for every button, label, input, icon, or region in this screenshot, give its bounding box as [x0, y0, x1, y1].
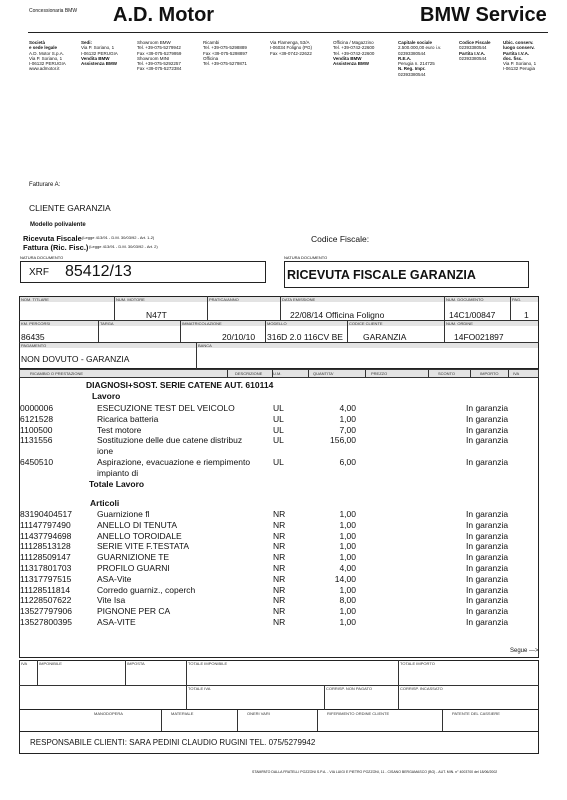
- row-description: ASA-VITE: [97, 617, 136, 627]
- grid-r2-divider: [347, 320, 348, 342]
- responsabile-text: RESPONSABILE CLIENTI: SARA PEDINI CLAUDIO RUGINI TEL. 075/5279942: [30, 738, 316, 747]
- row-unit: NR: [273, 519, 286, 530]
- client-name: CLIENTE GARANZIA: [29, 203, 111, 213]
- row-description: SERIE VITE F.TESTATA: [97, 541, 190, 552]
- header-col-6-line: 02393380544: [398, 50, 426, 56]
- header-col-2-line: Tel. +39-075-5279942: [137, 45, 181, 51]
- natura-doc-label-right: NATURA DOCUMENTO: [284, 255, 328, 260]
- row-unit: NR: [273, 595, 286, 606]
- row-note: In garanzia: [466, 595, 509, 606]
- items-header-divider: [470, 369, 471, 378]
- header-col-5-line: Vendita BMW: [333, 55, 362, 61]
- header-col-1-line: Via P. Soriano, 1: [81, 45, 115, 51]
- table-row: [19, 414, 539, 425]
- row-description: Aspirazione, evacuazione e riempimento: [97, 457, 251, 467]
- header-col-4-line: I-06034 Foligno (PG): [270, 45, 313, 51]
- row-description: ESECUZIONE TEST DEL VEICOLO: [97, 403, 235, 413]
- row-unit: NR: [273, 573, 286, 584]
- row-description-cont: impianto di: [97, 467, 139, 478]
- header-col-2: [137, 40, 181, 72]
- header-col-4: [270, 40, 312, 56]
- doc-number: 85412/13: [65, 263, 132, 280]
- row-description: GUARNIZIONE TE: [97, 552, 170, 563]
- footer-r1-divider: [125, 660, 126, 685]
- totale-lavoro-label: Totale Lavoro: [89, 478, 145, 489]
- table-row: [19, 425, 539, 436]
- footer-r2-divider: [324, 685, 325, 710]
- row-quantity: 4,00: [339, 403, 356, 413]
- column-label-0: RICAMBIO O PRESTAZIONE: [30, 371, 84, 376]
- row-unit: NR: [273, 552, 286, 563]
- row-code: 11128513128: [20, 541, 71, 552]
- header-col-7-line: Codice Fiscale: [459, 40, 491, 45]
- footer-r1-divider: [186, 660, 187, 685]
- row-description: ANELLO TOROIDALE: [97, 530, 182, 541]
- row-description: ASA-Vite: [97, 573, 132, 584]
- header-col-0-line: A.D. Motor S.p.A.: [29, 50, 65, 56]
- responsabile-box: [19, 732, 539, 754]
- header-col-7: [459, 40, 491, 61]
- footer-hline: [19, 685, 539, 686]
- grid-r1-divider: [114, 296, 115, 320]
- grid-r2-label-0: KM. PERCORSI: [21, 321, 51, 326]
- codice-fiscale-label: Codice Fiscale:: [311, 234, 370, 244]
- row-description: Ricarica batteria: [97, 413, 159, 424]
- grid-r2-divider: [98, 320, 99, 342]
- table-row-continuation: [19, 446, 539, 457]
- footer-r2-label-0: TOTALE IVA: [188, 686, 211, 691]
- grid-r1-value-1: N47T: [146, 310, 167, 320]
- header-col-2-line: Fax +39-075-5272384: [137, 66, 182, 72]
- grid-r1-divider: [444, 296, 445, 320]
- header-col-6-line: 02393380544: [398, 71, 426, 77]
- row-unit: NR: [273, 617, 286, 627]
- header-col-3-line: Officina: [203, 55, 219, 61]
- row-unit: NR: [273, 584, 286, 595]
- header-col-5-line: Tel. +39-0742-22600: [333, 50, 375, 56]
- header-col-6-line: R.E.A.: [398, 55, 412, 61]
- header-col-5-line: Assistenza BMW: [333, 61, 370, 67]
- row-note: In garanzia: [466, 403, 509, 413]
- grid-r2-divider: [444, 320, 445, 342]
- row-code: 13527800395: [20, 617, 73, 627]
- grid-r2-label-3: MODELLO: [267, 321, 287, 326]
- row-code: 1100500: [20, 424, 53, 435]
- row-quantity: 1,00: [339, 530, 356, 541]
- modello-line1-note: (Legge 413/91 - D.M. 30/03/92 - Art. 1-2): [82, 235, 155, 240]
- row-unit: UL: [273, 424, 284, 435]
- header-col-1-line: Vendita BMW: [81, 55, 110, 61]
- grid-r3-value-0: NON DOVUTO - GARANZIA: [21, 354, 130, 364]
- row-code: 11128511814: [20, 584, 71, 595]
- row-quantity: 1,00: [339, 617, 356, 627]
- row-note: In garanzia: [466, 413, 509, 424]
- grid-r3-label-0: PAGAMENTO: [21, 343, 47, 348]
- row-code: 11317797515: [20, 573, 72, 584]
- header-col-3-line: Tel. +39-075-5279871: [203, 61, 247, 67]
- header-col-3-line: Fax +39-075-5298897: [203, 50, 248, 56]
- row-quantity: 7,00: [339, 424, 356, 435]
- row-note: In garanzia: [466, 584, 509, 595]
- row-description-cont: ione: [97, 446, 114, 457]
- header-col-2-line: Tel. +39-075-5292257: [137, 61, 181, 67]
- table-row: [19, 403, 539, 414]
- row-quantity: 1,00: [339, 541, 356, 552]
- header-col-0-line: e sede legale: [29, 45, 58, 51]
- footer-r1-divider: [37, 660, 38, 685]
- footer-r2-divider: [398, 685, 399, 710]
- footer-r3-label-3: RIFERIMENTO ORDINE CLIENTE: [327, 711, 390, 716]
- header-col-2-line: Showroom BMW: [137, 40, 171, 45]
- header-col-0-line: www.admotor.it: [29, 66, 60, 72]
- row-unit: UL: [273, 457, 284, 467]
- column-label-6: IMPORTO: [480, 371, 499, 376]
- row-note: In garanzia: [466, 573, 509, 584]
- footer-refs-box: [19, 710, 539, 732]
- header-col-1-line: Assistenza BMW: [81, 61, 118, 67]
- grid-r1-value-4: 14C1/00847: [449, 310, 496, 320]
- footer-r3-label-0: MANODOPERA: [94, 711, 123, 716]
- row-quantity: 156,00: [330, 435, 356, 446]
- grid-r2-label-5: NUM. ORDINE: [446, 321, 473, 326]
- row-note: In garanzia: [466, 435, 509, 446]
- row-code: 13527797906: [20, 606, 73, 617]
- grid-r2-label-1: TARGA: [100, 321, 114, 326]
- row-unit: NR: [273, 563, 286, 573]
- grid-r1-label-2: PRATICA/ANNO: [209, 297, 239, 302]
- grid-r3-label-band: [20, 343, 538, 348]
- header-col-3-line: Ricambi: [203, 40, 220, 45]
- row-note: In garanzia: [466, 563, 509, 573]
- row-quantity: 1,00: [339, 509, 356, 519]
- row-note: In garanzia: [466, 541, 509, 552]
- row-code: 11228507622: [20, 595, 72, 606]
- grid-r3-divider: [196, 342, 197, 369]
- header-col-8-line: I-06132 Perugia: [503, 66, 536, 72]
- row-code: 11317801703: [20, 563, 72, 573]
- header-col-2-line: Showroom MINI: [137, 55, 170, 61]
- row-note: In garanzia: [466, 509, 509, 519]
- header-col-8-line: Via P. Soriano, 1: [503, 61, 537, 67]
- row-note: In garanzia: [466, 519, 509, 530]
- column-label-3: QUANTITA': [313, 371, 334, 376]
- table-row: [19, 606, 539, 617]
- footer-r1-label-2: IMPOSTA: [127, 661, 145, 666]
- header-col-8-line: Ubic. conserv.: [503, 40, 534, 45]
- natura-box: [284, 261, 529, 288]
- row-quantity: 14,00: [334, 573, 356, 584]
- table-row: [19, 457, 539, 468]
- header-col-4-line: Fax +39-0742-22622: [270, 50, 312, 56]
- column-label-5: SCONTO: [438, 371, 456, 376]
- footer-r2-divider: [186, 685, 187, 710]
- row-code: 1131556: [20, 435, 53, 446]
- row-description: PIGNONE PER CA: [97, 606, 171, 617]
- doc-number-box: [20, 261, 266, 283]
- grid-r2-value-5: 14FO021897: [454, 332, 504, 342]
- table-row: [19, 585, 539, 596]
- header-col-2-line: Fax +39-075-5279959: [137, 50, 182, 56]
- grid-r2-label-2: IMMATRICOLAZIONE: [182, 321, 222, 326]
- company-name: A.D. Motor: [113, 4, 215, 26]
- row-description: ANELLO DI TENUTA: [97, 519, 177, 530]
- table-row: [19, 552, 539, 563]
- header-col-0-line: Via P. Soriano, 1: [29, 55, 63, 61]
- header-col-8-line: Partita I.V.A.: [503, 50, 530, 56]
- row-unit: NR: [273, 606, 286, 617]
- row-unit: NR: [273, 541, 286, 552]
- grid-r2-value-2: 20/10/10: [222, 332, 256, 342]
- header-col-6-line: Perugia n. 214725: [398, 61, 435, 67]
- table-row: [19, 435, 539, 446]
- footer-r2-label-1: CORRISP. NON PAGATO: [326, 686, 372, 691]
- modello-title: Modello polivalente: [30, 222, 86, 228]
- grid-r2-divider: [265, 320, 266, 342]
- printer-line: STAMPATO DALLA FRATELLI POZZONI S.P.A. - VIA LUIGI E PIETRO POZZONI, 11 - CISANO BERGAMASCO (BG) - AUT. MIN. n° 4003700 del 18/06/2002: [252, 770, 498, 774]
- header-col-3: [203, 40, 247, 66]
- header-col-6: [398, 40, 441, 77]
- footer-r3-label-1: MATERIALE: [171, 711, 194, 716]
- natura-value: RICEVUTA FISCALE GARANZIA: [287, 268, 476, 282]
- row-description: Vite Isa: [97, 595, 126, 606]
- grid-r1-divider: [280, 296, 281, 320]
- items-header-divider: [428, 369, 429, 378]
- row-code: 6450510: [20, 457, 54, 467]
- header-col-1-line: Sedi:: [81, 40, 93, 45]
- header-col-1: [81, 40, 118, 66]
- row-unit: UL: [273, 413, 284, 424]
- header-col-7-line: Partita I.V.A.: [459, 50, 486, 56]
- row-code: 11128509147: [20, 552, 71, 563]
- row-description: Corredo guarniz., coperch: [97, 584, 196, 595]
- items-header-divider: [227, 369, 228, 378]
- header-col-7-line: 02393380544: [459, 55, 487, 61]
- table-row-continuation: [19, 468, 539, 479]
- footer-r1-label-0: IVA: [21, 661, 28, 666]
- column-label-4: PREZZO: [371, 371, 388, 376]
- row-code: 0000006: [20, 403, 54, 413]
- row-quantity: 1,00: [339, 413, 356, 424]
- grid-r2-label-4: CODICE CLIENTE: [349, 321, 383, 326]
- fatturare-label: Fatturare A:: [29, 182, 61, 188]
- row-description: Sostituzione delle due catene distribuz: [97, 435, 243, 446]
- table-row: [19, 509, 539, 520]
- header-col-0-line: I-06132 PERUGIA: [29, 61, 66, 67]
- row-note: In garanzia: [466, 530, 509, 541]
- modello-line2-note: (Legge 413/91 - D.M. 30/03/92 - Art. 2): [89, 244, 158, 249]
- items-header-divider: [508, 369, 509, 378]
- header-col-8-line: doc. fisc.: [503, 55, 523, 61]
- row-unit: NR: [273, 509, 286, 519]
- header-col-7-line: 02393380544: [459, 45, 487, 51]
- row-quantity: 6,00: [339, 457, 356, 467]
- row-note: In garanzia: [466, 617, 509, 627]
- column-label-7: IVA: [513, 371, 520, 376]
- row-quantity: 8,00: [339, 595, 356, 606]
- header-col-6-line: Capitale sociale: [398, 40, 433, 45]
- grid-r1-divider: [510, 296, 511, 320]
- grid-r1-label-5: PAG.: [512, 297, 522, 302]
- table-row: [19, 520, 539, 531]
- row-note: In garanzia: [466, 424, 509, 435]
- footer-r3-label-2: ONERI VARI: [247, 711, 270, 716]
- row-unit: UL: [273, 435, 284, 446]
- table-row: [19, 617, 539, 628]
- lavoro-title: Lavoro: [92, 391, 121, 401]
- footer-r2-label-2: CORRISP. INCASSATO: [400, 686, 443, 691]
- row-description: PROFILO GUARNI: [97, 563, 170, 573]
- table-row: [19, 563, 539, 574]
- header-col-5-line: Tel. +39-0742-22600: [333, 45, 375, 51]
- row-quantity: 1,00: [339, 606, 356, 617]
- row-code: 11437794698: [20, 530, 72, 541]
- header-divider: [28, 32, 548, 33]
- natura-doc-label-left: NATURA DOCUMENTO: [20, 255, 64, 260]
- row-note: In garanzia: [466, 606, 509, 617]
- grid-hline-2: [19, 342, 539, 343]
- header-col-4-line: Via Flamenga, 53/A: [270, 40, 310, 45]
- grid-r1-divider: [207, 296, 208, 320]
- grid-r2-value-0: 86435: [21, 332, 45, 342]
- header-col-8-line: luogo conserv.: [503, 45, 535, 51]
- header-col-8: [503, 40, 536, 72]
- header-col-3-line: Tel. +39-075-5298889: [203, 45, 247, 51]
- grid-r1-value-3: 22/08/14 Officina Foligno: [290, 310, 385, 320]
- column-label-1: DESCRIZIONE: [235, 371, 263, 376]
- row-note: In garanzia: [466, 457, 509, 467]
- grid-r1-label-0: NOM. TITLARE: [21, 297, 49, 302]
- column-label-2: U.M.: [273, 371, 282, 376]
- grid-r1-label-4: NUM. DOCUMENTO: [446, 297, 484, 302]
- doc-series: XRF: [29, 267, 49, 278]
- row-description: Guarnizione fl: [97, 509, 150, 519]
- grid-r1-label-1: NUM. MOTORE: [116, 297, 145, 302]
- section-title: DIAGNOSI+SOST. SERIE CATENE AUT. 610114: [86, 380, 274, 390]
- footer-r3-label-4: PATENTE DEL CASSIERE: [452, 711, 500, 716]
- row-quantity: 4,00: [339, 563, 356, 573]
- row-unit: UL: [273, 403, 284, 413]
- row-quantity: 1,00: [339, 584, 356, 595]
- header-col-6-line: N. Reg. Impr.: [398, 66, 426, 72]
- table-row: [19, 574, 539, 585]
- grid-r3-label-1: BANCA: [198, 343, 212, 348]
- grid-r2-value-3: 316D 2.0 116CV BE: [267, 332, 343, 342]
- row-quantity: 1,00: [339, 552, 356, 563]
- row-description: Test motore: [97, 424, 142, 435]
- brand-title: BMW Service: [420, 4, 547, 26]
- footer-r1-label-3: TOTALE IMPONIBILE: [188, 661, 228, 666]
- header-col-1-line: I-06132 PERUGIA: [81, 50, 118, 56]
- grid-r1-label-3: DATA EMISSIONE: [282, 297, 316, 302]
- grid-r2-divider: [180, 320, 181, 342]
- modello-line2: Fattura (Ric. Fisc.): [23, 243, 89, 252]
- row-note: In garanzia: [466, 552, 509, 563]
- grid-r1-value-5: 1: [524, 310, 529, 320]
- header-col-5: [333, 40, 374, 66]
- grid-r2-value-4: GARANZIA: [363, 332, 407, 342]
- row-code: 83190404517: [20, 509, 73, 519]
- items-header-divider: [308, 369, 309, 378]
- footer-r1-label-1: IMPONIBILE: [39, 661, 62, 666]
- header-col-5-line: Officina / Magazzino: [333, 40, 374, 45]
- row-quantity: 1,00: [339, 519, 356, 530]
- items-header-divider: [365, 369, 366, 378]
- footer-r1-divider: [398, 660, 399, 685]
- segue-label: Segue --->: [510, 648, 539, 654]
- concessionaria-label: Concessionaria BMW: [29, 8, 78, 14]
- table-row: [19, 531, 539, 542]
- footer-r1-label-4: TOTALE IMPORTO: [400, 661, 435, 666]
- header-col-0: [29, 40, 66, 72]
- articoli-title: Articoli: [90, 498, 120, 509]
- table-row: [19, 595, 539, 606]
- row-code: 6121528: [20, 413, 54, 424]
- header-col-0-line: Società: [29, 40, 46, 45]
- row-unit: NR: [273, 530, 286, 541]
- modello-line1: Ricevuta Fiscale: [23, 234, 82, 243]
- table-row: [19, 541, 539, 552]
- row-code: 11147797490: [20, 519, 71, 530]
- header-col-6-line: 2.500.000,00 euro i.v.: [398, 45, 442, 51]
